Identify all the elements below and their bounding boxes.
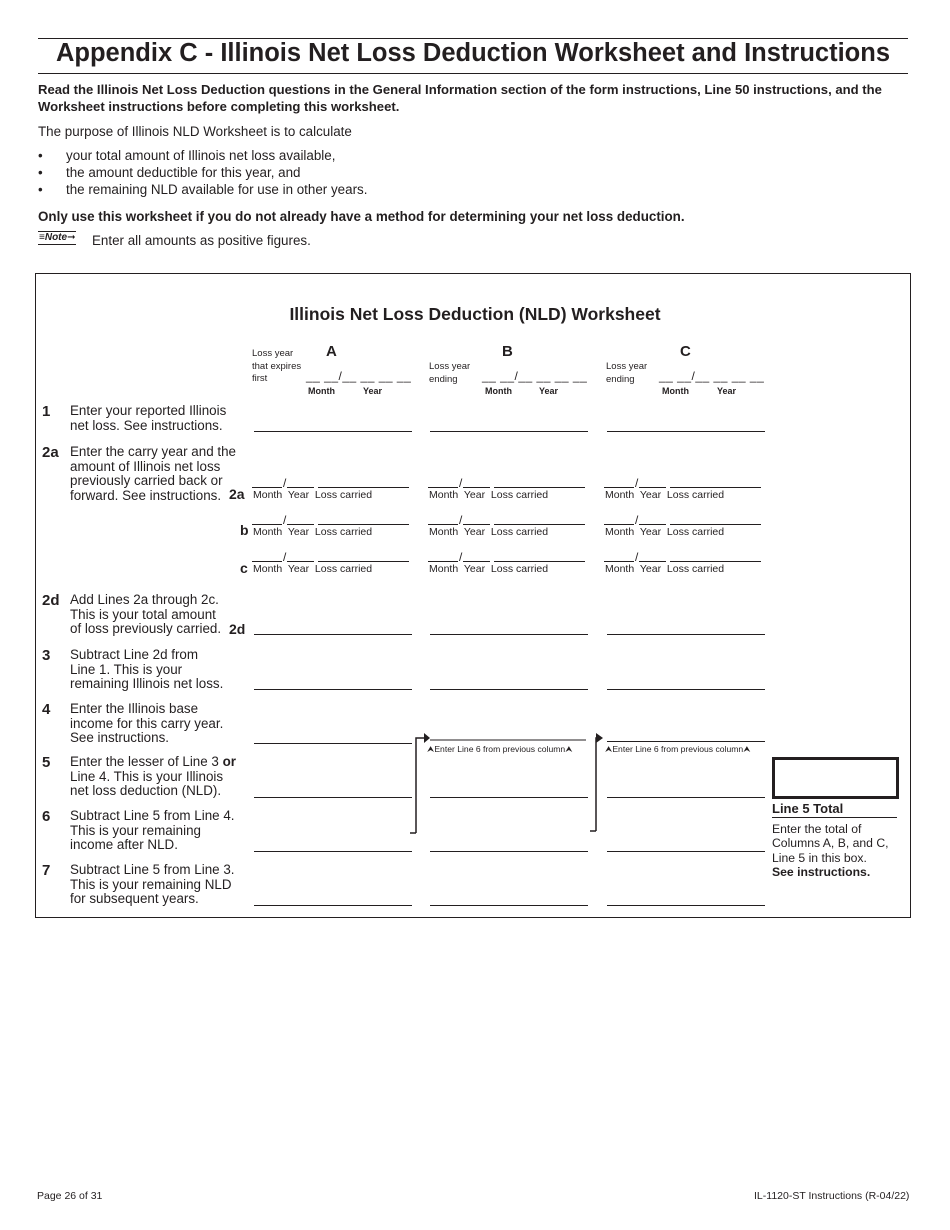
purpose-text: The purpose of Illinois NLD Worksheet is to calculate bbox=[38, 124, 352, 139]
year-label: Year bbox=[287, 563, 310, 575]
carry-year-field[interactable] bbox=[639, 487, 666, 488]
carry-year-field[interactable] bbox=[639, 561, 666, 562]
carry-row: / Month Year Loss carried bbox=[252, 479, 412, 509]
loss-carried-label: Loss carried bbox=[666, 526, 725, 538]
line-5-total-rule bbox=[772, 817, 897, 818]
line-6-column-c-field[interactable] bbox=[607, 851, 765, 852]
carry-month-field[interactable] bbox=[252, 561, 282, 562]
carry-loss-field[interactable] bbox=[670, 561, 761, 562]
line-7-column-a-field[interactable] bbox=[254, 905, 412, 906]
line-4-number: 4 bbox=[42, 701, 51, 718]
column-c-letter: C bbox=[680, 343, 691, 360]
carry-month-field[interactable] bbox=[428, 487, 458, 488]
carry-month-field[interactable] bbox=[428, 524, 458, 525]
loss-carried-label: Loss carried bbox=[490, 489, 549, 501]
carry-year-field[interactable] bbox=[463, 487, 490, 488]
line-7-text: Subtract Line 5 from Line 3. This is your remaining NLD for subsequent years. bbox=[70, 862, 235, 906]
note-text: Enter all amounts as positive figures. bbox=[92, 233, 311, 248]
month-label: Month bbox=[605, 489, 635, 501]
line-2d-letter: 2d bbox=[229, 621, 246, 637]
year-label: Year bbox=[639, 563, 662, 575]
carry-row: / Month Year Loss carried bbox=[604, 516, 764, 546]
form-identifier: IL-1120-ST Instructions (R-04/22) bbox=[754, 1190, 910, 1202]
line-5-column-c-field[interactable] bbox=[607, 797, 765, 798]
carry-year-field[interactable] bbox=[639, 524, 666, 525]
loss-carried-label: Loss carried bbox=[314, 526, 373, 538]
loss-carried-label: Loss carried bbox=[666, 489, 725, 501]
column-b-month-label: Month bbox=[485, 386, 512, 396]
carry-loss-field[interactable] bbox=[318, 524, 409, 525]
column-a-month-label: Month bbox=[308, 386, 335, 396]
only-use-notice: Only use this worksheet if you do not already have a method for determining your net loss deduction. bbox=[38, 209, 685, 224]
carry-row: / Month Year Loss carried bbox=[252, 553, 412, 583]
worksheet-title: Illinois Net Loss Deduction (NLD) Worksheet bbox=[289, 304, 661, 324]
year-label: Year bbox=[287, 489, 310, 501]
carry-row: / Month Year Loss carried bbox=[604, 479, 764, 509]
carry-row: / Month Year Loss carried bbox=[428, 553, 588, 583]
line-2d-column-b-field[interactable] bbox=[430, 634, 588, 635]
line-1-column-a-field[interactable] bbox=[254, 431, 412, 432]
year-label: Year bbox=[639, 526, 662, 538]
carry-month-field[interactable] bbox=[428, 561, 458, 562]
year-label: Year bbox=[463, 489, 486, 501]
carry-month-field[interactable] bbox=[252, 524, 282, 525]
page-number: Page 26 of 31 bbox=[37, 1190, 103, 1202]
line-5-number: 5 bbox=[42, 754, 51, 771]
line-4-column-a-field[interactable] bbox=[254, 743, 412, 744]
carry-month-field[interactable] bbox=[604, 487, 634, 488]
carry-year-field[interactable] bbox=[463, 524, 490, 525]
carry-month-field[interactable] bbox=[252, 487, 282, 488]
year-label: Year bbox=[463, 526, 486, 538]
line-3-number: 3 bbox=[42, 647, 51, 664]
carry-year-field[interactable] bbox=[287, 524, 314, 525]
page-title: Appendix C - Illinois Net Loss Deduction Worksheet and Instructions bbox=[55, 39, 891, 67]
carry-year-field[interactable] bbox=[287, 561, 314, 562]
line-2a-number: 2a bbox=[42, 444, 59, 461]
loss-carried-label: Loss carried bbox=[490, 526, 549, 538]
intro-instructions: Read the Illinois Net Loss Deduction questions in the General Information section of the form instructions, Line 50 instructions, and the Worksheet instructions before completing this worksheet. bbox=[38, 82, 882, 114]
note-icon: ≡Note➞ bbox=[39, 232, 76, 243]
line-6-number: 6 bbox=[42, 808, 51, 825]
line-2a-letter: 2a bbox=[229, 486, 245, 502]
carry-month-field[interactable] bbox=[604, 561, 634, 562]
column-a-year-label: Year bbox=[363, 386, 383, 396]
column-c-date-field[interactable]: __ __/__ __ __ __ bbox=[659, 369, 765, 383]
column-c-year-label: Year bbox=[717, 386, 737, 396]
line-5-column-b-field[interactable] bbox=[430, 797, 588, 798]
line-1-column-c-field[interactable] bbox=[607, 431, 765, 432]
carry-loss-field[interactable] bbox=[318, 561, 409, 562]
line-3-text: Subtract Line 2d from Line 1. This is your remaining Illinois net loss. bbox=[70, 647, 224, 691]
loss-carried-label: Loss carried bbox=[314, 489, 373, 501]
column-b-carry-note: ⮝Enter Line 6 from previous column⮝ bbox=[427, 744, 573, 754]
year-label: Year bbox=[639, 489, 662, 501]
year-label: Year bbox=[287, 526, 310, 538]
line-1-number: 1 bbox=[42, 403, 51, 420]
column-b-label: Loss year ending bbox=[429, 361, 471, 385]
month-label: Month bbox=[253, 563, 283, 575]
column-b-date-field[interactable]: __ __/__ __ __ __ bbox=[482, 369, 588, 383]
line-2c-letter: c bbox=[240, 560, 248, 576]
carry-row: / Month Year Loss carried bbox=[252, 516, 412, 546]
month-label: Month bbox=[429, 489, 459, 501]
line-2d-number: 2d bbox=[42, 592, 60, 609]
carry-loss-field[interactable] bbox=[494, 487, 585, 488]
column-c-label: Loss year ending bbox=[606, 361, 648, 385]
month-label: Month bbox=[429, 563, 459, 575]
line-7-column-b-field[interactable] bbox=[430, 905, 588, 906]
carry-loss-field[interactable] bbox=[670, 524, 761, 525]
line-6-text: Subtract Line 5 from Line 4. This is your remaining income after NLD. bbox=[70, 808, 235, 852]
line-3-column-b-field[interactable] bbox=[430, 689, 588, 690]
line-2d-column-c-field[interactable] bbox=[607, 634, 765, 635]
column-c-carry-note: ⮝Enter Line 6 from previous column⮝ bbox=[605, 744, 751, 754]
loss-carried-label: Loss carried bbox=[314, 563, 373, 575]
column-c-month-label: Month bbox=[662, 386, 689, 396]
year-label: Year bbox=[463, 563, 486, 575]
month-label: Month bbox=[605, 526, 635, 538]
carry-loss-field[interactable] bbox=[494, 561, 585, 562]
line-5-total-instructions: Enter the total of Columns A, B, and C, Line 5 in this box. See instructions. bbox=[772, 822, 889, 879]
line-5-text: Enter the lesser of Line 3 or Line 4. This is your Illinois net loss deduction (NLD). bbox=[70, 754, 236, 798]
carry-year-field[interactable] bbox=[287, 487, 314, 488]
carry-loss-field[interactable] bbox=[670, 487, 761, 488]
loss-carried-label: Loss carried bbox=[666, 563, 725, 575]
line-2d-text: Add Lines 2a through 2c. This is your total amount of loss previously carried. bbox=[70, 592, 222, 636]
column-a-date-field[interactable]: __ __/__ __ __ __ bbox=[306, 369, 412, 383]
carry-loss-field[interactable] bbox=[494, 524, 585, 525]
column-c-arrow-line bbox=[607, 741, 765, 742]
carry-month-field[interactable] bbox=[604, 524, 634, 525]
line-6-column-a-field[interactable] bbox=[254, 851, 412, 852]
line-1-text: Enter your reported Illinois net loss. See instructions. bbox=[70, 403, 227, 433]
title-rule bbox=[38, 73, 908, 74]
line-3-column-c-field[interactable] bbox=[607, 689, 765, 690]
month-label: Month bbox=[605, 563, 635, 575]
line-5-column-a-field[interactable] bbox=[254, 797, 412, 798]
column-b-letter: B bbox=[502, 343, 513, 360]
line-5-total-input[interactable] bbox=[772, 757, 899, 799]
line-1-column-b-field[interactable] bbox=[430, 431, 588, 432]
month-label: Month bbox=[429, 526, 459, 538]
line-5-total-label: Line 5 Total bbox=[772, 801, 844, 816]
carry-row: / Month Year Loss carried bbox=[428, 516, 588, 546]
carry-row: / Month Year Loss carried bbox=[428, 479, 588, 509]
loss-carried-label: Loss carried bbox=[490, 563, 549, 575]
line-7-number: 7 bbox=[42, 862, 51, 879]
line-3-column-a-field[interactable] bbox=[254, 689, 412, 690]
column-a-label: Loss year that expires first bbox=[252, 348, 302, 384]
line-2b-letter: b bbox=[240, 522, 249, 538]
line-2a-text: Enter the carry year and the amount of Illinois net loss previously carried back or forward. See instructions. bbox=[70, 444, 236, 503]
line-2d-column-a-field[interactable] bbox=[254, 634, 412, 635]
month-label: Month bbox=[253, 489, 283, 501]
line-4-text: Enter the Illinois base income for this carry year. See instructions. bbox=[70, 701, 224, 745]
column-b-year-label: Year bbox=[539, 386, 559, 396]
month-label: Month bbox=[253, 526, 283, 538]
carry-loss-field[interactable] bbox=[318, 487, 409, 488]
carry-year-field[interactable] bbox=[463, 561, 490, 562]
carry-row: / Month Year Loss carried bbox=[604, 553, 764, 583]
line-6-column-b-field[interactable] bbox=[430, 851, 588, 852]
line-7-column-c-field[interactable] bbox=[607, 905, 765, 906]
column-a-letter: A bbox=[326, 343, 337, 360]
